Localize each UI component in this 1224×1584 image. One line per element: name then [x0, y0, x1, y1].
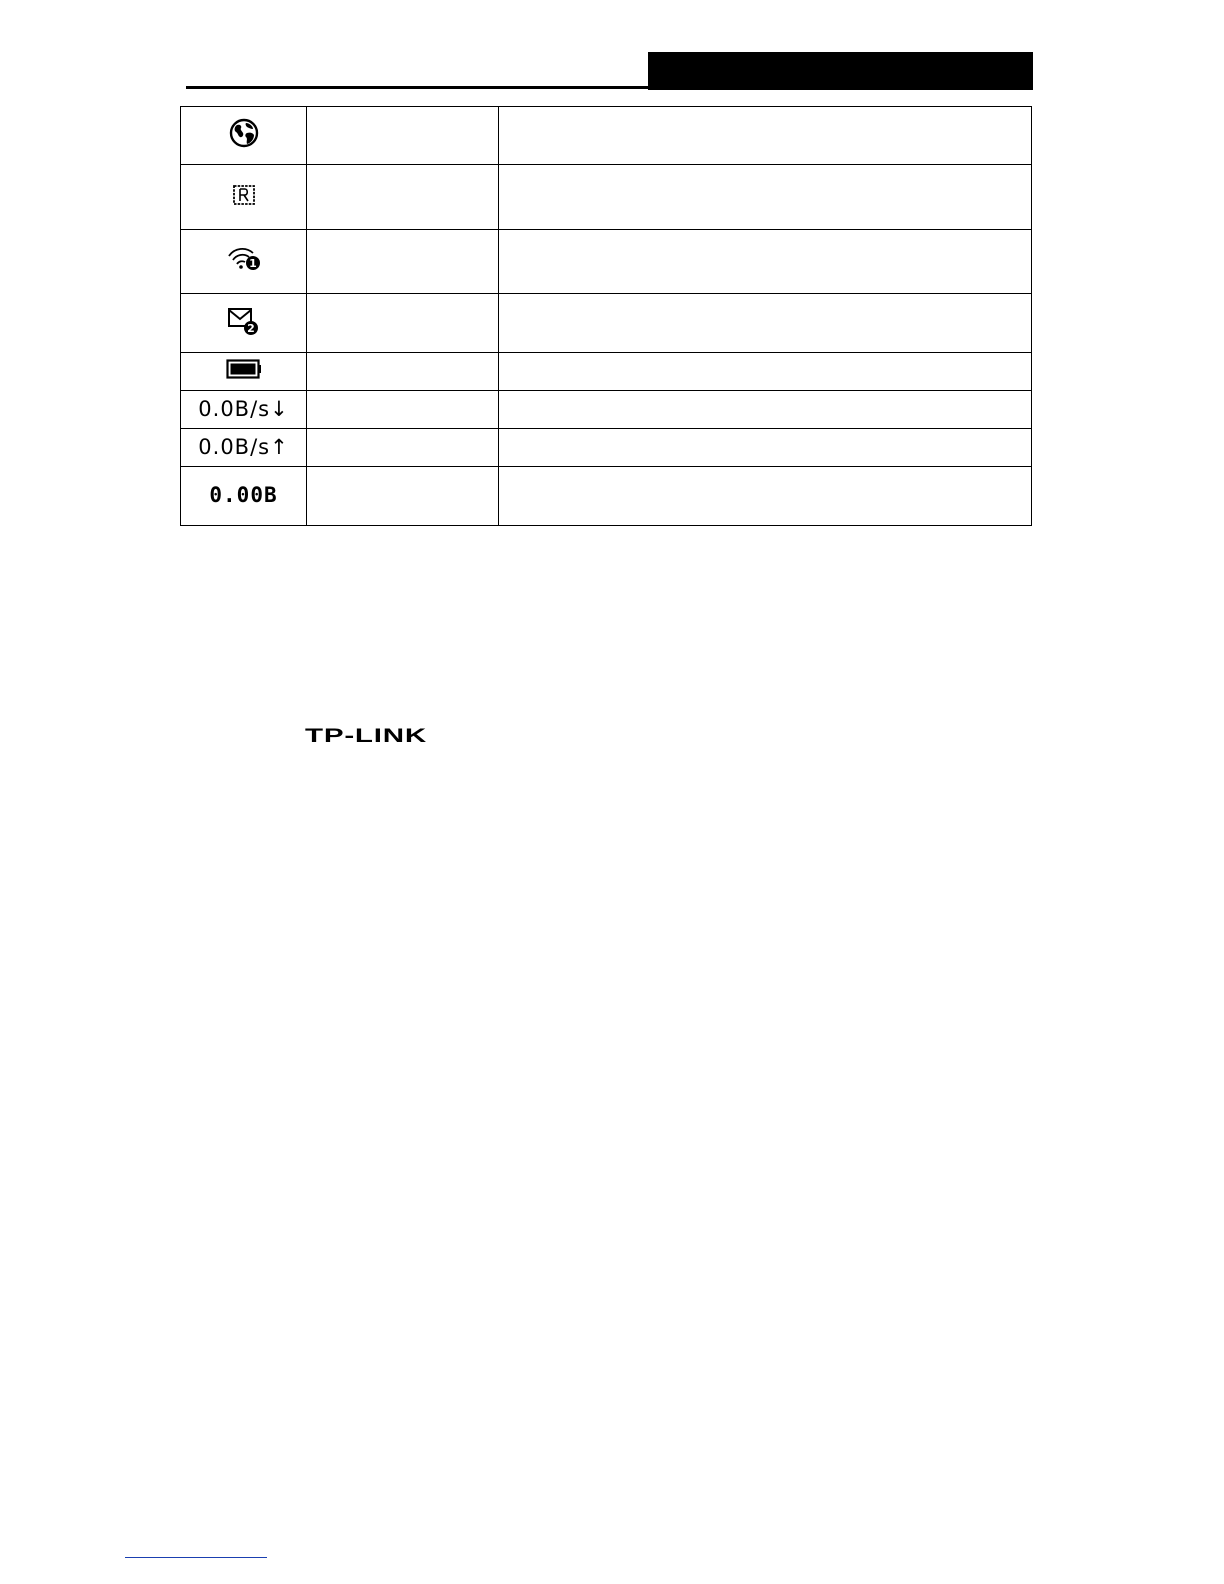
description-cell	[499, 353, 1032, 391]
tp-link-logo	[305, 726, 429, 744]
data-usage-indicator: 0.00B	[209, 483, 278, 507]
table-row	[181, 429, 1032, 467]
description-cell	[499, 429, 1032, 467]
icon-cell	[181, 165, 307, 230]
description-cell	[499, 165, 1032, 230]
header-rule	[186, 86, 650, 89]
name-cell	[307, 107, 499, 165]
name-cell	[307, 230, 499, 294]
icon-cell	[181, 391, 307, 429]
wifi-client-count: 1	[248, 257, 257, 270]
description-cell	[499, 294, 1032, 353]
icon-cell	[181, 107, 307, 165]
icon-cell	[181, 230, 307, 294]
footer-link-underline[interactable]	[125, 1557, 267, 1558]
description-cell	[499, 107, 1032, 165]
name-cell	[307, 391, 499, 429]
table-row	[181, 107, 1032, 165]
icon-cell	[181, 429, 307, 467]
table-row	[181, 391, 1032, 429]
status-icon-table	[180, 106, 1032, 526]
table-row	[181, 467, 1032, 526]
envelope-icon	[227, 306, 261, 336]
name-cell	[307, 467, 499, 526]
icon-cell	[181, 294, 307, 353]
name-cell	[307, 294, 499, 353]
name-cell	[307, 353, 499, 391]
roaming-r-icon	[233, 185, 255, 205]
battery-icon	[226, 359, 262, 379]
globe-icon	[229, 118, 259, 148]
header-bar	[648, 52, 1033, 90]
table-row	[181, 230, 1032, 294]
table-row	[181, 294, 1032, 353]
unread-message-count: 2	[246, 321, 255, 335]
icon-cell	[181, 467, 307, 526]
name-cell	[307, 165, 499, 230]
upload-speed-indicator: 0.0B/s↑	[198, 434, 289, 459]
table-row	[181, 353, 1032, 391]
icon-cell	[181, 353, 307, 391]
description-cell	[499, 230, 1032, 294]
description-cell	[499, 467, 1032, 526]
table-row	[181, 165, 1032, 230]
wifi-clients-icon	[226, 246, 262, 272]
description-cell	[499, 391, 1032, 429]
name-cell	[307, 429, 499, 467]
logo-text: TP-LINK	[305, 726, 427, 744]
download-speed-indicator: 0.0B/s↓	[198, 396, 289, 421]
